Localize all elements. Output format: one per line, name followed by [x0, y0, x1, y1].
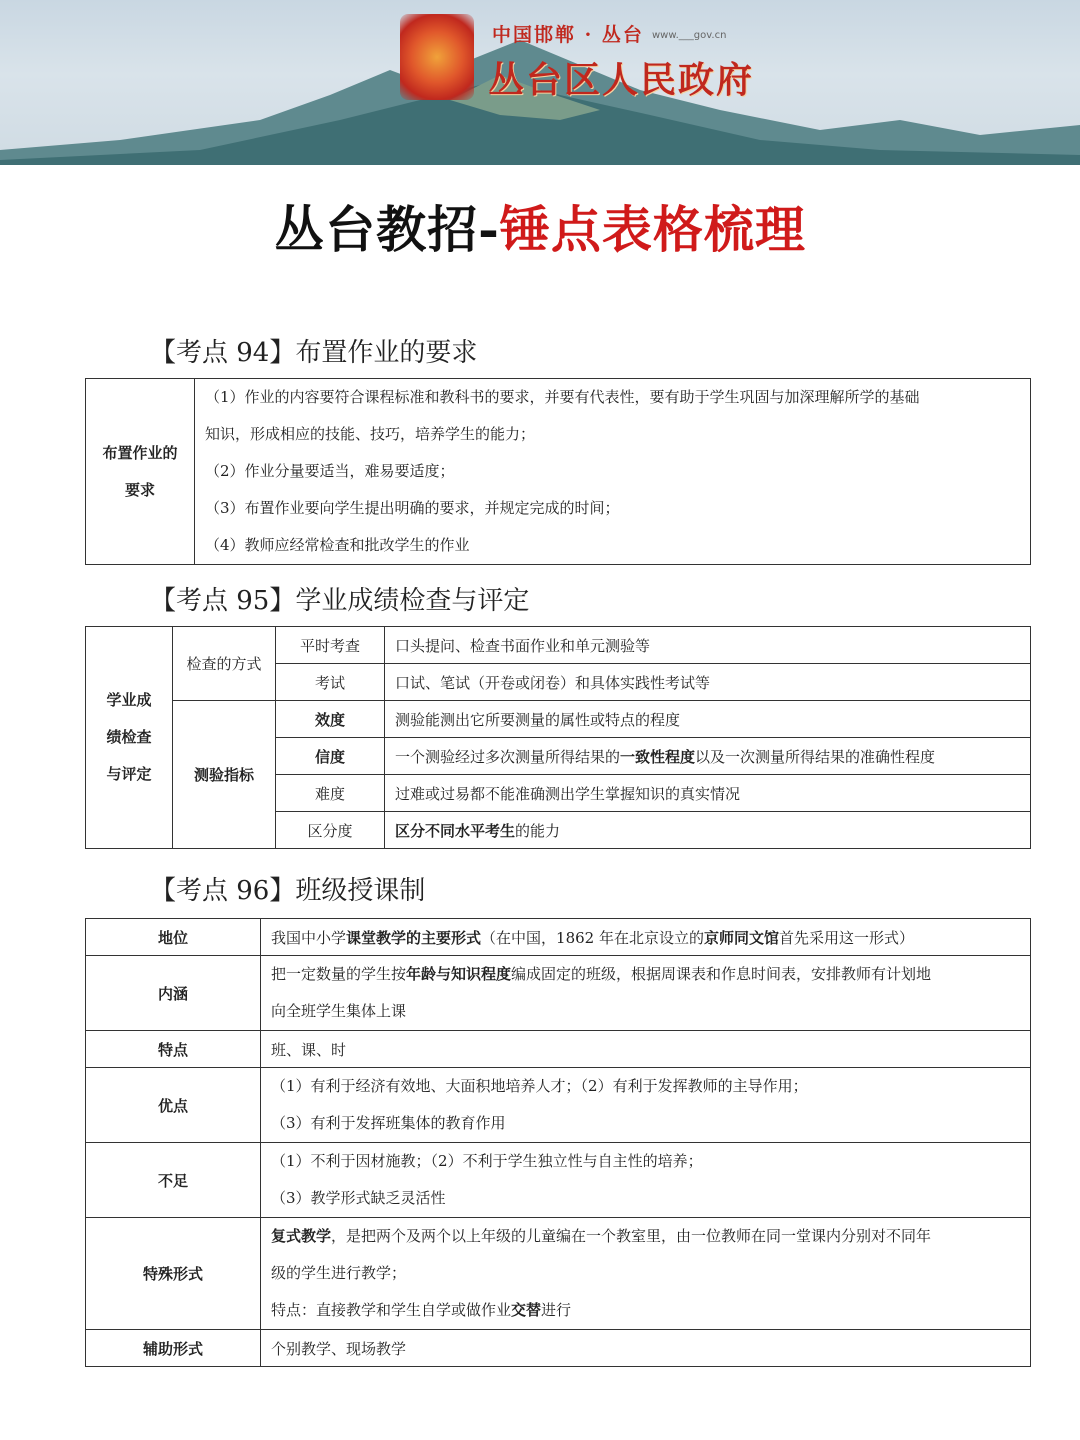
table96-label: 特殊形式: [86, 1218, 261, 1330]
table96-value: （1）有利于经济有效地、大面积地培养人才；（2）有利于发挥教师的主导作用； （3）有利于发挥班集体的教育作用: [261, 1068, 1031, 1143]
table95-key: 信度: [276, 738, 385, 775]
table95-index-label: 测验指标: [173, 701, 276, 849]
table96-label: 辅助形式: [86, 1330, 261, 1367]
header-banner: [0, 0, 1080, 165]
table-95: [85, 626, 1031, 849]
table96-value: 把一定数量的学生按年龄与知识程度编成固定的班级，根据周课表和作息时间表，安排教师有计划地 向全班学生集体上课: [261, 956, 1031, 1031]
table95-key: 考试: [276, 664, 385, 701]
table95-value: 一个测验经过多次测量所得结果的一致性程度以及一次测量所得结果的准确性程度: [385, 738, 1031, 775]
table96-value: 班、课、时: [261, 1031, 1031, 1068]
table95-key: 平时考查: [276, 627, 385, 664]
table96-label: 不足: [86, 1143, 261, 1218]
table96-label: 内涵: [86, 956, 261, 1031]
title-prefix: 丛台教招-: [274, 200, 500, 259]
table95-method-label: 检查的方式: [173, 627, 276, 701]
table-96: [85, 918, 1031, 1367]
table96-value: 复式教学，是把两个及两个以上年级的儿童编在一个教室里，由一位教师在同一堂课内分别对不同年 级的学生进行教学； 特点：直接教学和学生自学或做作业交替进行: [261, 1218, 1031, 1330]
table94-line: （2）作业分量要适当，难易要适度；: [205, 462, 455, 480]
table96-value: 个别教学、现场教学: [261, 1330, 1031, 1367]
table95-value: 过难或过易都不能准确测出学生掌握知识的真实情况: [385, 775, 1031, 812]
table94-content: [195, 379, 1031, 565]
table94-line: 知识，形成相应的技能、技巧，培养学生的能力；: [205, 425, 536, 443]
table94-line: （4）教师应经常检查和批改学生的作业: [205, 536, 470, 554]
table96-label: 地位: [86, 919, 261, 956]
table95-key: 效度: [276, 701, 385, 738]
table94-line: （3）布置作业要向学生提出明确的要求，并规定完成的时间；: [205, 499, 620, 517]
banner-gov-name: 丛台区人民政府: [488, 59, 755, 101]
emblem-icon: [400, 14, 474, 100]
banner-subtitle: 中国邯郸 · 丛台: [492, 24, 644, 46]
table96-label: 优点: [86, 1068, 261, 1143]
table95-value: 测验能测出它所要测量的属性或特点的程度: [385, 701, 1031, 738]
table95-value: 口头提问、检查书面作业和单元测验等: [385, 627, 1031, 664]
table94-line: （1）作业的内容要符合课程标准和教科书的要求，并要有代表性，要有助于学生巩固与加深理解所学的基础: [205, 388, 920, 406]
section-heading-95: 【考点 95】学业成绩检查与评定: [150, 586, 530, 616]
title-highlight: 锤点表格梳理: [499, 200, 806, 259]
table95-value: 区分不同水平考生的能力: [385, 812, 1031, 849]
section-heading-94: 【考点 94】布置作业的要求: [150, 338, 478, 368]
table95-value: 口试、笔试（开卷或闭卷）和具体实践性考试等: [385, 664, 1031, 701]
page-title: [0, 190, 1080, 262]
table95-label: 学业成 绩检查 与评定: [86, 627, 173, 849]
table95-key: 区分度: [276, 812, 385, 849]
section-heading-96: 【考点 96】班级授课制: [150, 876, 426, 906]
table96-value: 我国中小学课堂教学的主要形式（在中国，1862 年在北京设立的京师同文馆首先采用这一形式）: [261, 919, 1031, 956]
banner-url: www.___gov.cn: [652, 30, 727, 41]
table94-label: 布置作业的 要求: [86, 379, 195, 565]
table96-label: 特点: [86, 1031, 261, 1068]
table96-value: （1）不利于因材施教；（2）不利于学生独立性与自主性的培养； （3）教学形式缺乏灵活性: [261, 1143, 1031, 1218]
table95-key: 难度: [276, 775, 385, 812]
table-94: [85, 378, 1031, 565]
